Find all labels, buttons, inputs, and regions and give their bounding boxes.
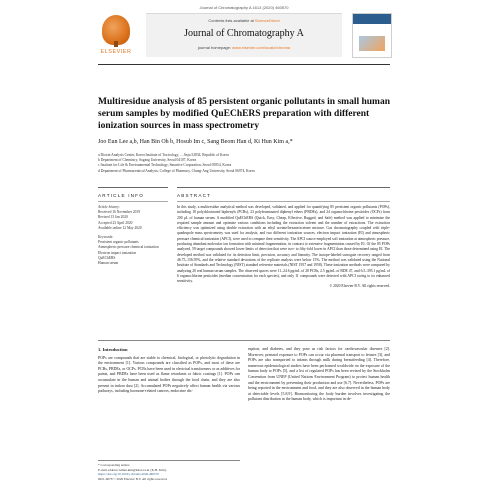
issn-line: 0021-9673/© 2020 Elsevier B.V. All rights reserved.	[98, 476, 168, 481]
body-column-right	[248, 347, 390, 403]
abstract-copyright: © 2020 Elsevier B.V. All rights reserved.	[329, 284, 390, 289]
history-revised: Revised 13 Jan 2020	[98, 215, 128, 220]
introduction-heading: 1. Introduction	[98, 347, 128, 352]
sciencedirect-link[interactable]: ScienceDirect	[254, 18, 280, 23]
journal-banner	[146, 13, 342, 57]
history-online: Available online 12 May 2020	[98, 225, 142, 230]
journal-title: Journal of Chromatography A	[184, 28, 304, 39]
keyword: QuEChERS	[98, 255, 116, 260]
affiliation-d: d Department of Pharmaceutical Analysis, College of Pharmacy, Chung-Ang University, Seoul 06974, Korea	[98, 168, 255, 173]
body-column-left	[98, 347, 240, 395]
journal-cover-thumbnail	[352, 13, 392, 58]
history-received: Received 16 November 2019	[98, 210, 141, 215]
body-divider	[98, 340, 390, 341]
affiliations	[98, 153, 390, 174]
email-address: E-mail address: kihun.kim@kitox.re.kr (K.H. Kim).	[98, 467, 167, 472]
article-info-heading: ARTICLE INFO	[98, 193, 144, 198]
abstract-body	[177, 205, 390, 290]
keyword: Persistent organic pollutants	[98, 240, 139, 245]
article-info	[98, 205, 168, 266]
history-accepted: Accepted 23 April 2020	[98, 220, 133, 225]
abstract-text: In this study, a multiresidue analytical method was developed, validated, and applied for quantifying 85 persistent organic pollutants (POPs), including 18 polychlorinated biphenyls (PCBs), 23 polybrominated diphenyl ethers (PBDEs), and 24 organochlorine pesticides (OCPs) from 200 μL of human serum. A modified QuEChERS (Quick, Easy, Cheap, Effective, Rugged, and Safe) method was applied to minimize the required sample amount and optimize various conditions including the extraction solvent and the number of extractions. The extraction efficiency was optimized using double extraction with an ethyl acetate/hexane/acetone mixture. Gas chromatography coupled with triple-quadrupole mass spectrometry was used for analysis, and two different ionization sources, electron impact ionization (EI) and atmospheric pressure chemical ionization (APCI), were used to compare their sensitivity. The APCI source employed soft ionization at atmospheric pressure, producing abundant molecular ion formation with minimal fragmentation, in contrast to extensive fragmentation caused by EI. Of the 85 POPs analyzed, 59 target compounds showed lower limits of detection that were two- to fifty-fold lower in APCI than those determined using EI. The developed method was validated for its detection limit, precision, accuracy and linearity. The isotope-labeled surrogate recovery ranged from 46.75–156.95%, and the relative standard deviations of the replicate analysis were below 15%. The method was validated using the National Institute of Standards and Technology (NIST) standard reference materials (NIST 1957 and 1958). These ionization methods were compared by analyzing 20 real human serum samples. The observed spaces were 11–24.6 pg/mL of 28 PCBs, 2.5 pg/mL of BDE 47, and 6.5–395.1 pg/mL of 6 organochlorine pesticides (median concentration for each species), and only 11 compounds were detected with APCI owing to its enhanced sensitivity.	[177, 205, 390, 284]
journal-homepage-link[interactable]: www.elsevier.com/locate/chroma	[232, 45, 291, 50]
corresponding-author-note: * Corresponding author.	[98, 463, 130, 467]
abstract-divider	[177, 187, 390, 188]
introduction-text-left: POPs are compounds that are stable to chemical, biological, or photolytic degradation in the environment [1]. Various compounds are classified as POPs, and most of these are PCBs, PBDEs, or OCPs. PCBs have been used in electrical transformers or as additives for paints, and PBDEs have been used as flame retardants or fabric coatings [1]. POPs can accumulate in the human and animal bodies through the food chain, and they are also present in indoor dust [2]. Accumulated POPs negatively affect human health via various pathways, including hormone-related cancers, endocrine dis-	[98, 355, 240, 394]
affiliation-c: c Institute for Life & Environmental Technology, Smartive Corporation, Seoul 05854, Korea	[98, 163, 232, 168]
keyword: Atmospheric pressure chemical ionization	[98, 245, 159, 250]
contents-line: Contents lists available at ScienceDirect	[208, 18, 280, 23]
publisher-name: ELSEVIER	[100, 49, 132, 55]
paper-title: Multiresidue analysis of 85 persistent organic pollutants in small human serum samples by modified QuEChERS preparation with different ionization sources in mass spectrometry	[98, 97, 390, 131]
article-info-divider	[98, 187, 168, 188]
author-list: Joo Eun Lee a,b, Han Bin Oh b, Hosub Im c, Sang Beom Han d, Ki Hun Kim a,*	[98, 139, 293, 145]
keyword: Electron impact ionization	[98, 250, 137, 255]
keyword: Human serum	[98, 261, 119, 266]
elsevier-logo	[98, 13, 134, 56]
history-label: Article history:	[98, 205, 120, 209]
journal-header	[98, 13, 398, 60]
abstract-heading: ABSTRACT	[177, 193, 212, 198]
affiliation-a: a Dioxin Analysis Center, Korea Institute of Toxicology, ... Jinju 52834, Republic of Korea	[98, 153, 229, 157]
header-divider	[98, 64, 390, 65]
journal-citation: Journal of Chromatography A 1613 (2020) 460570	[199, 5, 289, 10]
introduction-text-right: ruption, and diabetes, and they pose as risk factors for cardiovascular diseases [2]. Moreover, prenatal exposure to POPs can occur via placental transport to fetuses [3], and POPs are also transported to infants through milk during breastfeeding [4]. Therefore, numerous epidemiological studies have been performed worldwide on the exposure of the human body to POPs [5], and a list of regulated POPs has been revised by the Stockholm Convention from UNEP (United Nations Environment Program) to protect human health and the environment by preventing their production and use [6,7]. Nevertheless, POPs are being reported in the environment and food, and they are also observed in the human body at detectable levels [5,8,9]. Biomonitoring the body burden involves investigating the pollutant distribution in the human body, which is important in de-	[248, 347, 390, 402]
homepage-line: journal homepage: www.elsevier.com/locate/chroma	[197, 45, 291, 50]
keywords-label: Keywords:	[98, 235, 114, 240]
footnotes	[98, 460, 240, 481]
doi-link[interactable]: https://doi.org/10.1016/j.chroma.2020.460570	[98, 472, 159, 477]
affiliation-b: b Department of Chemistry, Sogang University, Seoul 04107, Korea	[98, 158, 197, 163]
